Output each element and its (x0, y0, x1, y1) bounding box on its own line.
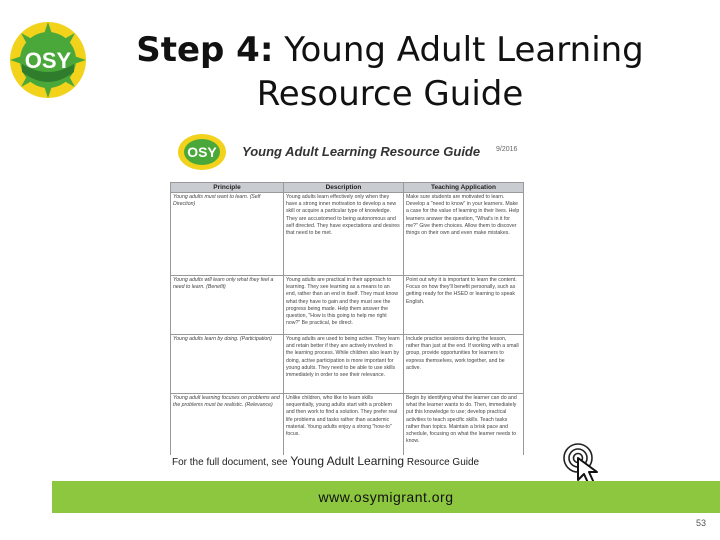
application-cell: Include practice sessions during the lesson, rather than just at the end. If working with a small group, provide opportunities for learners to express themselves, work together, and be active. (403, 335, 523, 394)
header-application: Teaching Application (403, 183, 523, 193)
doc-osy-logo (176, 132, 228, 172)
title-line-2: Resource Guide (256, 74, 524, 114)
application-cell: Begin by identifying what the learner can do and what the learner wants to do. Then, immediately put this knowledge to use; develop practical activities to teach specific skills. Teach tasks rather than topics. Maintain a brisk pace and schedule, focusing on what the learner needs to know. (403, 394, 523, 456)
table-row (171, 394, 524, 456)
doc-title: Young Adult Learning Resource Guide (242, 144, 481, 159)
description-cell: Young adults learn effectively only when they have a strong inner motivation to develop a new skill or acquire a particular type of knowledge. They are accustomed to being autonomous and self directed. They have expectations and desires that need to be met. (283, 193, 403, 276)
description-cell: Young adults are practical in their approach to learning. They see learning as a means to an end, rather than an end in itself. They must know what they have to gain and they must see the progress being made. Help them answer the question, "How is this going to help me right now?" Be practical, be direct. (283, 276, 403, 335)
caption-suffix: Resource Guide (404, 457, 480, 468)
principle-cell: Young adults learn by doing. (Participation) (171, 335, 284, 394)
table-row (171, 193, 524, 276)
application-cell: Make sure students are motivated to learn. Develop a "need to know" in your learners. Make a case for the value of learning in their lives. Help learners answer the question, "What's in it for me?" Give them choices. Allow them to discover things on their own and even make mistakes. (403, 193, 523, 276)
table-row (171, 276, 524, 335)
resource-guide-preview[interactable] (168, 130, 526, 455)
document-caption (172, 454, 479, 468)
title-text: Young Adult Learning (273, 30, 644, 70)
description-cell: Young adults are used to being active. They learn and retain better if they are actively involved in the learning process. While children also learn by doing, active participation is more important for young adults. They need to be able to use skills immediately in order to see their relevance. (283, 335, 403, 394)
doc-date: 9/2016 (496, 146, 518, 153)
footer-band (52, 481, 720, 513)
doc-logo-text: OSY (187, 144, 217, 160)
table-header-row (171, 183, 524, 193)
description-cell: Unlike children, who like to learn skills sequentially, young adults start with a problem and then work to find a solution. They prefer real life problems and tasks rather than academic material. Young adults enjoy a strong "how-to" focus. (283, 394, 403, 456)
logo-text: OSY (24, 48, 72, 73)
title-step: Step 4: (136, 30, 274, 70)
osy-logo (8, 20, 88, 100)
principle-cell: Young adults will learn only what they feel a need to learn. (Benefit) (171, 276, 284, 335)
principle-cell: Young adults must want to learn. (Self Direction) (171, 193, 284, 276)
application-cell: Point out why it is important to learn the content. Focus on how they'll benefit personally, such as getting ready for the HSED or learning to speak English. (403, 276, 523, 335)
website-link[interactable]: www.osymigrant.org (318, 489, 454, 505)
principles-table (170, 182, 524, 455)
header-description: Description (283, 183, 403, 193)
slide-title (100, 28, 680, 116)
caption-highlight: Young Adult Learning (290, 454, 405, 468)
header-principle: Principle (171, 183, 284, 193)
caption-prefix: For the full document, see (172, 457, 291, 468)
page-number: 53 (695, 518, 706, 528)
principle-cell: Young adult learning focuses on problems and the problems must be realistic. (Relevance) (171, 394, 284, 456)
table-row (171, 335, 524, 394)
